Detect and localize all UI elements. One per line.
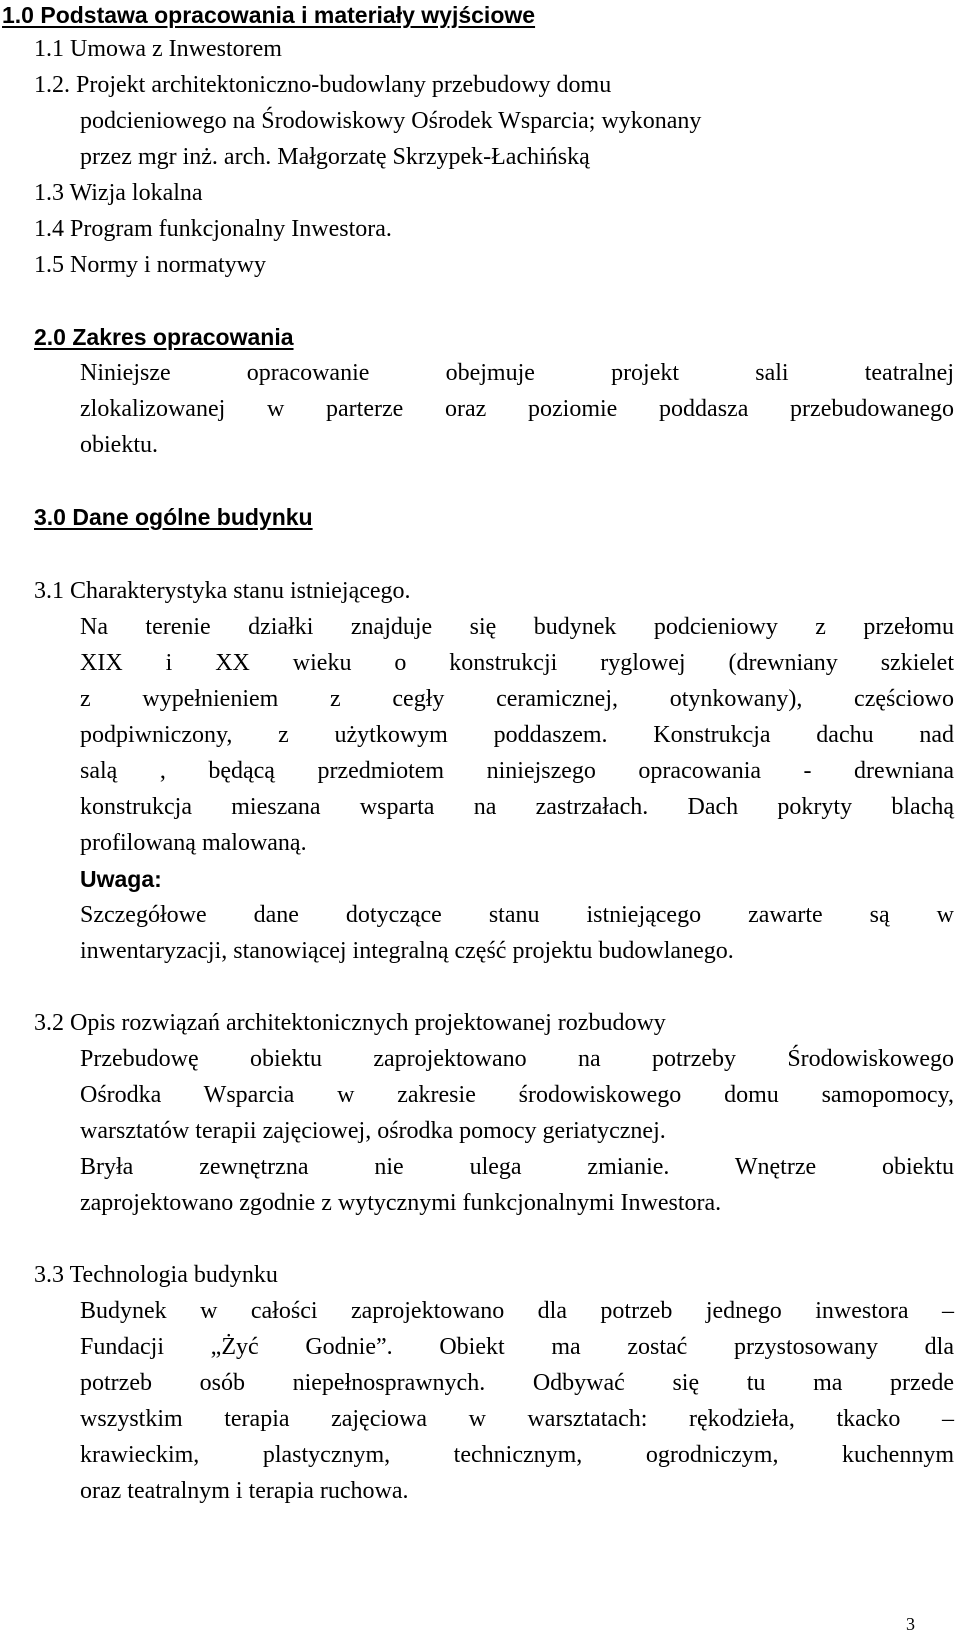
list-item-1-5: 1.5 Normy i normatywy — [34, 252, 266, 278]
paragraph-line: XIX i XX wieku o konstrukcji ryglowej (drewniany szkielet — [80, 650, 954, 676]
page-number: 3 — [906, 1614, 915, 1634]
section-heading-3: 3.0 Dane ogólne budynku — [34, 504, 313, 530]
paragraph-line: podpiwniczony, z użytkowym poddaszem. Konstrukcja dachu nad — [80, 722, 954, 748]
paragraph-line: z wypełnieniem z cegły ceramicznej, otynkowany), częściowo — [80, 686, 954, 712]
paragraph-line: oraz teatralnym i terapia ruchowa. — [80, 1478, 409, 1504]
list-item-1-1: 1.1 Umowa z Inwestorem — [34, 36, 282, 62]
paragraph-line: Fundacji „Żyć Godnie”. Obiekt ma zostać przystosowany dla — [80, 1334, 954, 1360]
paragraph-line: inwentaryzacji, stanowiącej integralną część projektu budowlanego. — [80, 938, 734, 964]
paragraph-line: konstrukcja mieszana wsparta na zastrzałach. Dach pokryty blachą — [80, 794, 954, 820]
paragraph-line: Przebudowę obiektu zaprojektowano na potrzeby Środowiskowego — [80, 1046, 954, 1072]
list-item-1-2-line3: przez mgr inż. arch. Małgorzatę Skrzypek-Łachińską — [80, 144, 590, 170]
paragraph-line: wszystkim terapia zajęciowa w warsztatach: rękodzieła, tkacko – — [80, 1406, 954, 1432]
section-heading-2: 2.0 Zakres opracowania — [34, 324, 294, 350]
paragraph-line: Szczegółowe dane dotyczące stanu istniejącego zawarte są w — [80, 902, 954, 928]
list-item-1-3: 1.3 Wizja lokalna — [34, 180, 203, 206]
note-label: Uwaga: — [80, 866, 162, 892]
subsection-heading-3-2: 3.2 Opis rozwiązań architektonicznych projektowanej rozbudowy — [34, 1010, 666, 1036]
list-item-1-2-line1: 1.2. Projekt architektoniczno-budowlany przebudowy domu — [34, 72, 612, 98]
paragraph-line: Na terenie działki znajduje się budynek podcieniowy z przełomu — [80, 614, 954, 640]
section-heading-1: 1.0 Podstawa opracowania i materiały wyjściowe — [2, 2, 536, 28]
subsection-heading-3-3: 3.3 Technologia budynku — [34, 1262, 278, 1288]
list-item-1-4: 1.4 Program funkcjonalny Inwestora. — [34, 216, 392, 242]
paragraph-line: salą , będącą przedmiotem niniejszego opracowania - drewniana — [80, 758, 954, 784]
paragraph-line: zlokalizowanej w parterze oraz poziomie poddasza przebudowanego — [80, 396, 954, 422]
paragraph-line: obiektu. — [80, 432, 158, 458]
paragraph-line: Budynek w całości zaprojektowano dla potrzeb jednego inwestora – — [80, 1298, 954, 1324]
subsection-heading-3-1: 3.1 Charakterystyka stanu istniejącego. — [34, 578, 411, 604]
list-item-1-2-line2: podcieniowego na Środowiskowy Ośrodek Wsparcia; wykonany — [80, 108, 702, 134]
paragraph-line: Niniejsze opracowanie obejmuje projekt sali teatralnej — [80, 360, 954, 386]
paragraph-line: zaprojektowano zgodnie z wytycznymi funkcjonalnymi Inwestora. — [80, 1190, 722, 1216]
paragraph-line: warsztatów terapii zajęciowej, ośrodka pomocy geriatycznej. — [80, 1118, 666, 1144]
paragraph-line: profilowaną malowaną. — [80, 830, 307, 856]
paragraph-line: Bryła zewnętrzna nie ulega zmianie. Wnętrze obiektu — [80, 1154, 954, 1180]
paragraph-line: Ośrodka Wsparcia w zakresie środowiskowego domu samopomocy, — [80, 1082, 954, 1108]
paragraph-line: potrzeb osób niepełnosprawnych. Odbywać się tu ma przede — [80, 1370, 954, 1396]
paragraph-line: krawieckim, plastycznym, technicznym, ogrodniczym, kuchennym — [80, 1442, 954, 1468]
